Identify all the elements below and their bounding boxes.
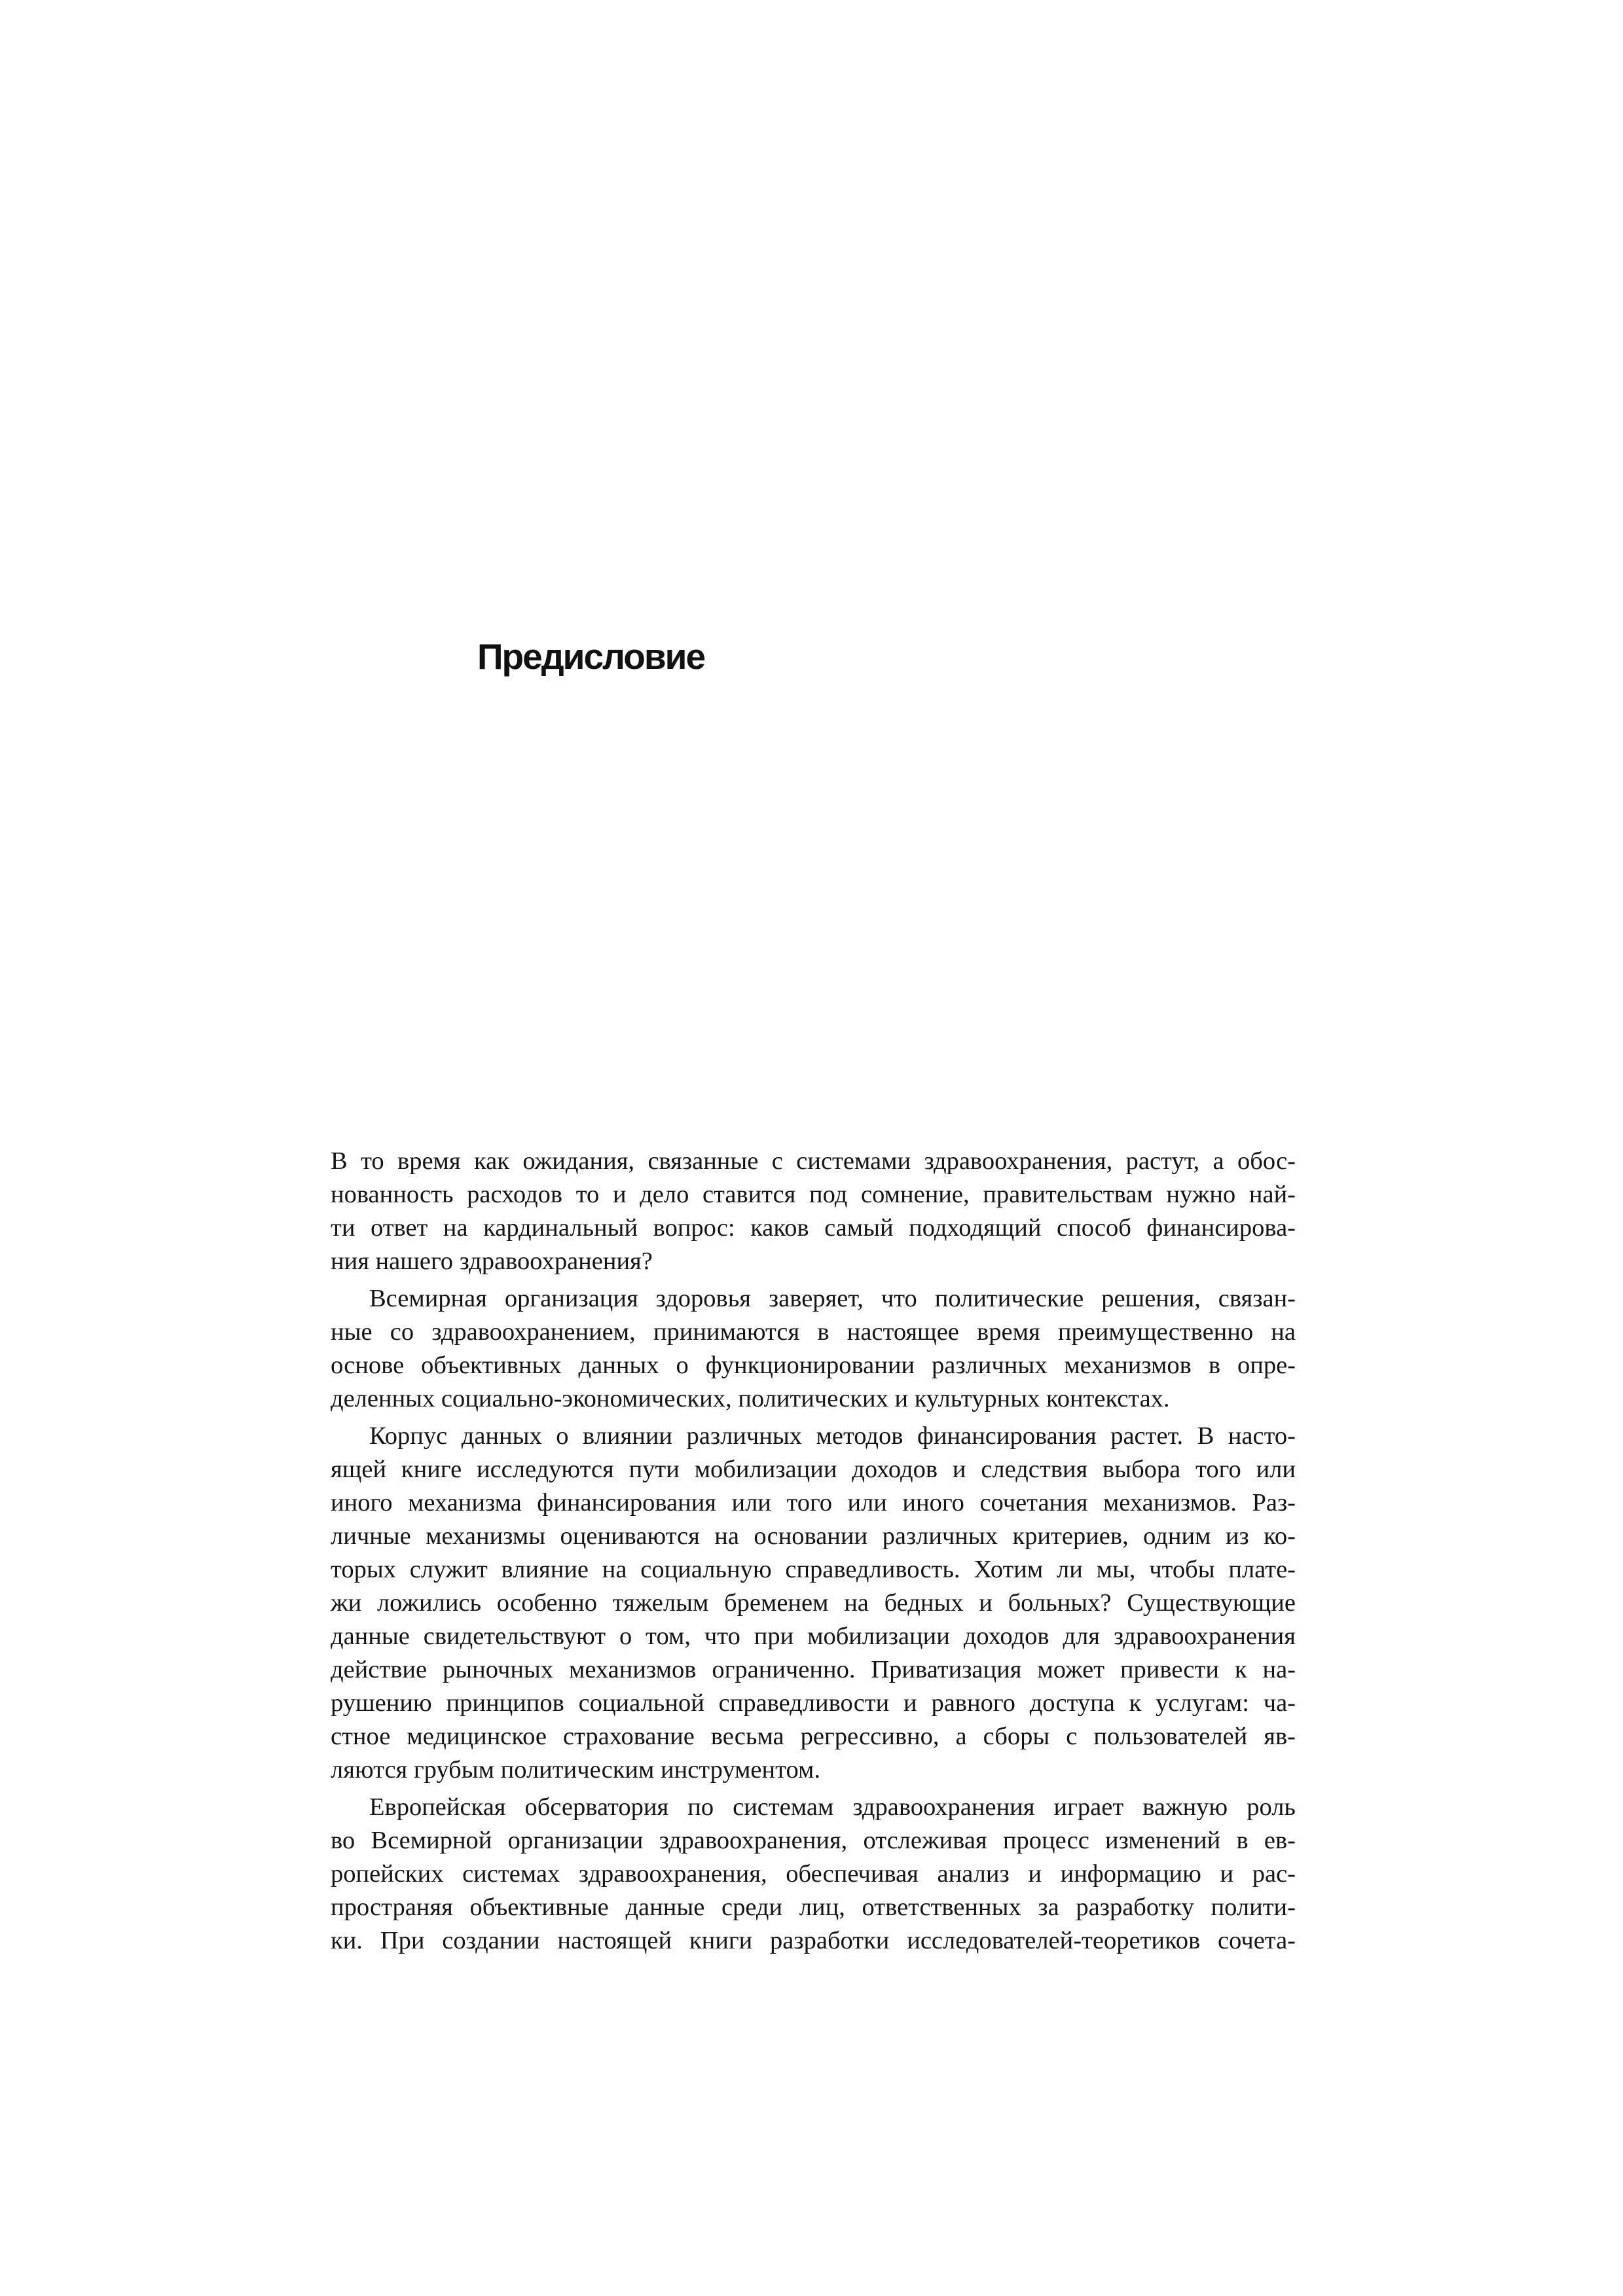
text-line: ния нашего здравоохранения? xyxy=(331,1247,653,1275)
text-line: В то время как ожидания, связанные с системами здравоохранения, растут, а обос- xyxy=(331,1147,1296,1175)
text-line: личные механизмы оцениваются на основании различных критериев, одним из ко- xyxy=(331,1522,1296,1550)
text-line: ти ответ на кардинальный вопрос: каков самый подходящий способ финансирова- xyxy=(331,1214,1296,1242)
paragraph xyxy=(331,1282,1296,1416)
text-line: рушению принципов социальной справедливости и равного доступа к услугам: ча- xyxy=(331,1689,1296,1717)
text-line: ляются грубым политическим инструментом. xyxy=(331,1756,820,1784)
text-line: Всемирная организация здоровья заверяет, что политические решения, связан- xyxy=(369,1285,1296,1312)
text-line: торых служит влияние на социальную справедливость. Хотим ли мы, чтобы плате- xyxy=(331,1556,1296,1583)
page-title: Предисловие xyxy=(477,636,705,677)
text-line: ные со здравоохранением, принимаются в настоящее время преимущественно на xyxy=(331,1318,1296,1346)
text-line: нованность расходов то и дело ставится под сомнение, правительствам нужно най- xyxy=(331,1181,1296,1208)
paragraph xyxy=(331,1420,1296,1787)
text-line: жи ложились особенно тяжелым бременем на бедных и больных? Существующие xyxy=(331,1589,1296,1617)
text-line: пространяя объективные данные среди лиц, ответственных за разработку полити- xyxy=(331,1893,1296,1921)
text-line: данные свидетельствуют о том, что при мобилизации доходов для здравоохранения xyxy=(331,1623,1296,1650)
text-line: действие рыночных механизмов ограниченно. Приватизация может привести к на- xyxy=(331,1656,1296,1683)
text-line: иного механизма финансирования или того или иного сочетания механизмов. Раз- xyxy=(331,1489,1296,1516)
text-line: ропейских системах здравоохранения, обеспечивая анализ и информацию и рас- xyxy=(331,1860,1296,1888)
text-line: деленных социально-экономических, политических и культурных контекстах. xyxy=(331,1385,1170,1412)
paragraph xyxy=(331,1145,1296,1278)
text-line: ящей книге исследуются пути мобилизации доходов и следствия выбора того или xyxy=(331,1456,1296,1483)
text-line: во Всемирной организации здравоохранения, отслеживая процесс изменений в ев- xyxy=(331,1827,1296,1854)
body-text xyxy=(331,1145,1296,1962)
text-line: стное медицинское страхование весьма регрессивно, а сборы с пользователей яв- xyxy=(331,1723,1296,1750)
text-line: ки. При создании настоящей книги разработки исследователей-теоретиков сочета- xyxy=(331,1927,1296,1954)
text-line: основе объективных данных о функционировании различных механизмов в опре- xyxy=(331,1352,1296,1379)
text-line: Европейская обсерватория по системам здравоохранения играет важную роль xyxy=(369,1793,1296,1821)
paragraph xyxy=(331,1791,1296,1958)
text-line: Корпус данных о влиянии различных методов финансирования растет. В насто- xyxy=(369,1422,1296,1450)
